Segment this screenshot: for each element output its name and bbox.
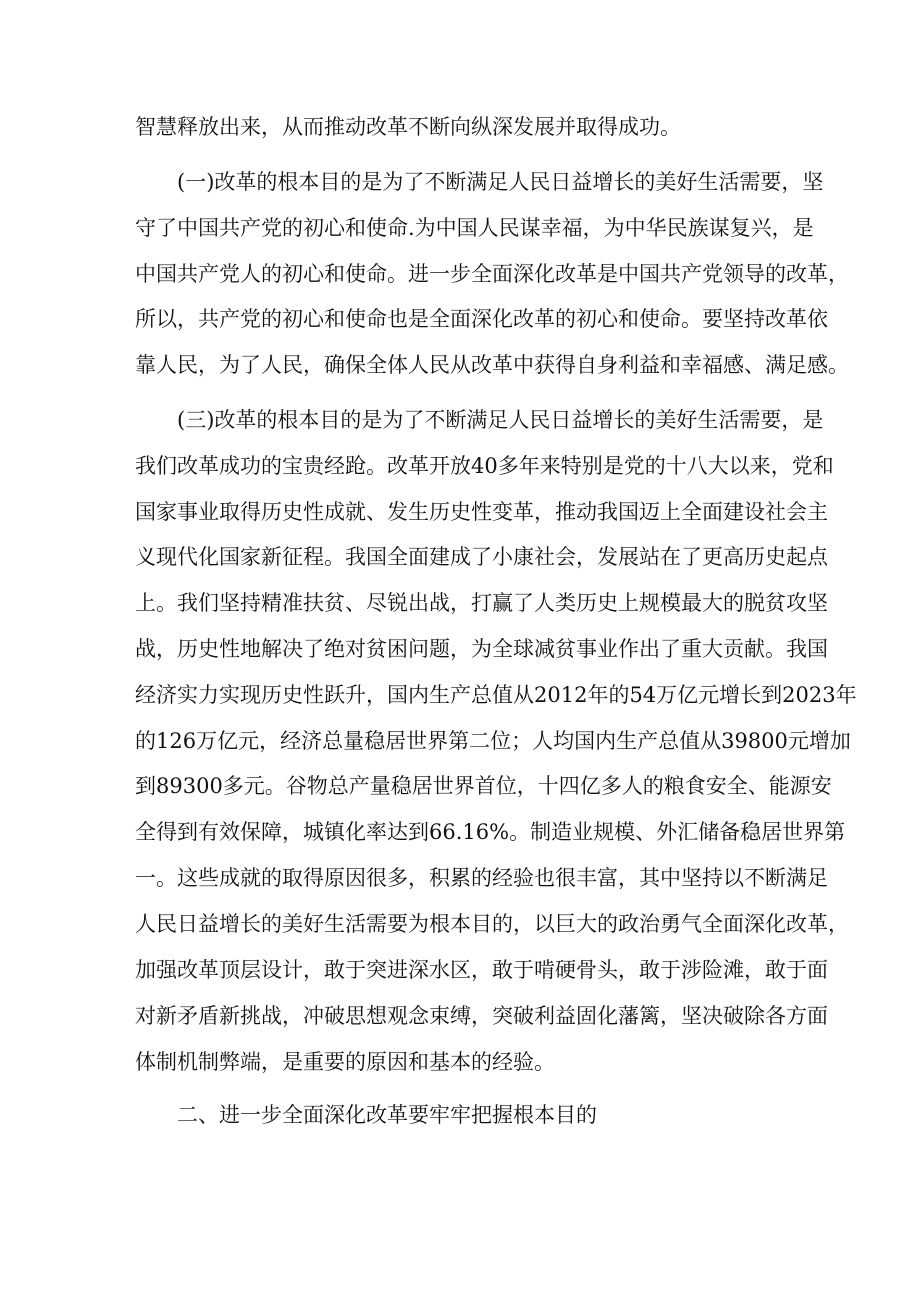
text-line: 国家事业取得历史性成就、发生历史性变革，推动我国迈上全面建设社会主 xyxy=(135,500,828,524)
text-line: 经济实力实现历史性跃升，国内生产总值从2012年的54万亿元增长到2023年 xyxy=(135,683,857,707)
text-line: 战，历史性地解决了绝对贫困问题，为全球减贫事业作出了重大贡献。我国 xyxy=(135,637,828,661)
text-line: 靠人民，为了人民，确保全体人民从改革中获得自身利益和幸福感、满足感。 xyxy=(135,353,849,377)
section-heading: 二、进一步全面深化改革要牢牢把握根本目的 xyxy=(177,1103,597,1127)
text-line: 加强改革顶层设计，敢于突进深水区，敢于啃硬骨头，敢于涉险滩，敢于面 xyxy=(135,958,828,982)
text-line: 到89300多元。谷物总产量稳居世界首位，十四亿多人的粮食安全、能源安 xyxy=(135,774,832,798)
text-line: 全得到有效保障，城镇化率达到66.16%。制造业规模、外汇储备稳居世界第 xyxy=(135,820,846,844)
text-line: 我们改革成功的宝贵经跄。改革开放40多年来特别是党的十八大以来，党和 xyxy=(135,454,834,478)
text-line: 的126万亿元，经济总量稳居世界第二位；人均国内生产总值从39800元增加 xyxy=(135,729,851,753)
text-line: 守了中国共产党的初心和使命.为中国人民谋幸福，为中华民族谋复兴，是 xyxy=(135,216,814,240)
text-line: 上。我们坚持精准扶贫、尽锐出战，打赢了人类历史上规模最大的脱贫攻坚 xyxy=(135,591,828,615)
paragraph-line: (三)改革的根本目的是为了不断满足人民日益增长的美好生活需要，是 xyxy=(177,408,824,432)
text-line: 智慧释放出来，从而推动改革不断向纵深发展并取得成功。 xyxy=(135,115,681,139)
text-line: 对新矛盾新挑战，冲破思想观念束缚，突破利益固化藩篱，坚决破除各方面 xyxy=(135,1004,828,1028)
text-line: 体制机制弊端，是重要的原因和基本的经验。 xyxy=(135,1050,555,1074)
text-line: 所以，共产党的初心和使命也是全面深化改革的初心和使命。要坚持改革依 xyxy=(135,307,828,331)
text-line: 一。这些成就的取得原因很多，积累的经验也很丰富，其中坚持以不断满足 xyxy=(135,866,828,890)
text-line: 人民日益增长的美好生活需要为根本目的，以巨大的政治勇气全面深化改革， xyxy=(135,912,849,936)
text-line: 中国共产党人的初心和使命。进一步全面深化改革是中国共产党领导的改革， xyxy=(135,262,849,286)
paragraph-line: (一)改革的根本目的是为了不断满足人民日益增长的美好生活需要，坚 xyxy=(177,170,824,194)
text-line: 义现代化国家新征程。我国全面建成了小康社会，发展站在了更高历史起点 xyxy=(135,545,828,569)
